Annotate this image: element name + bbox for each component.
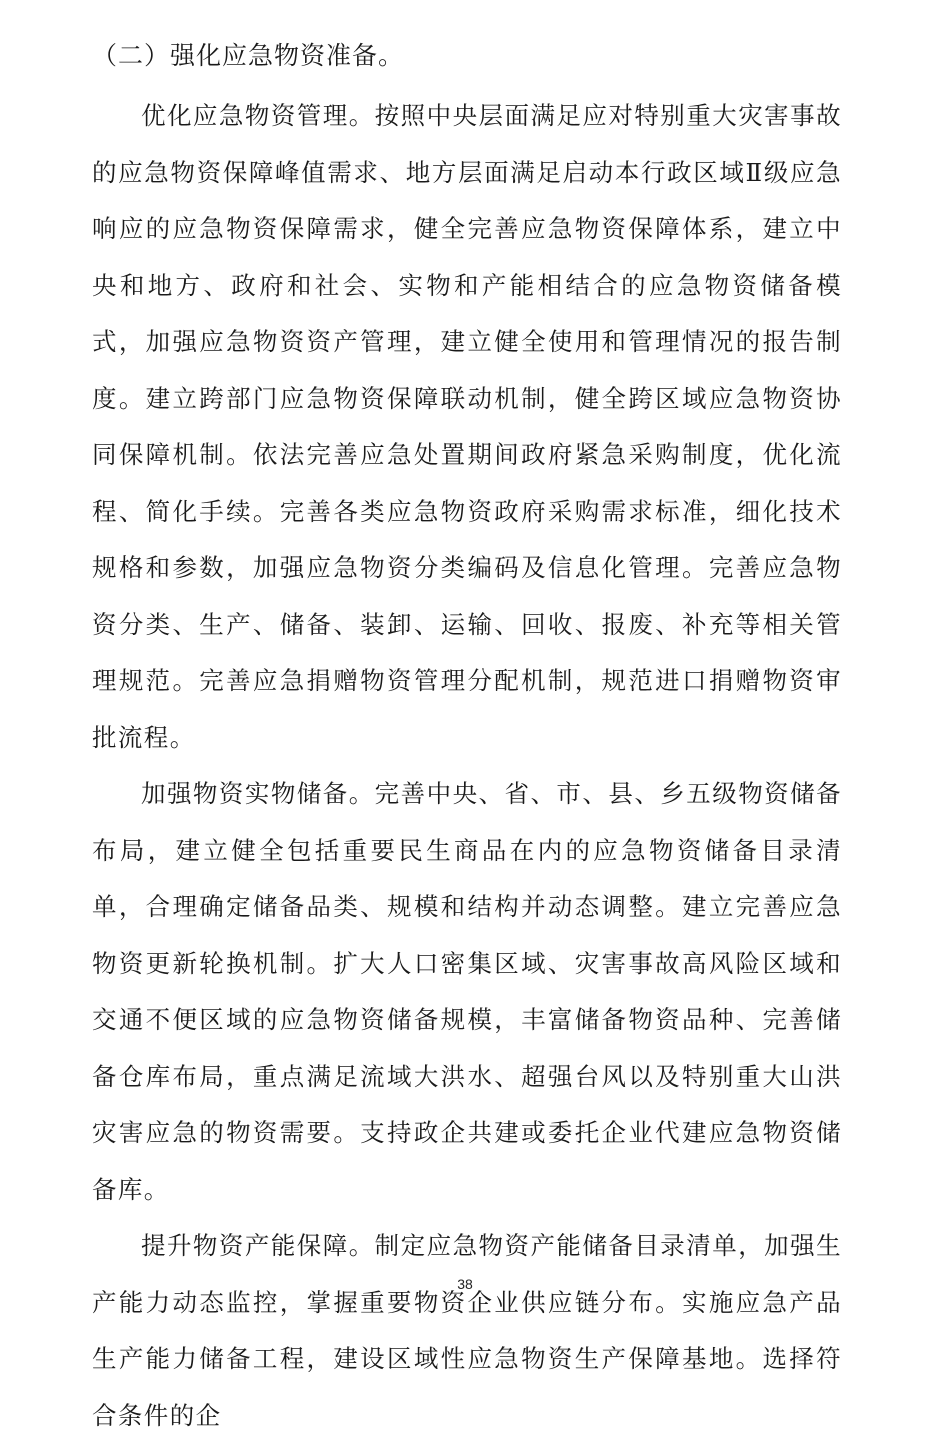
paragraph-physical-reserves: 加强物资实物储备。完善中央、省、市、县、乡五级物资储备布局，建立健全包括重要民生商品在内的应急物资储备目录清单，合理确定储备品类、规模和结构并动态调整。建立完善应急物资更新轮换机制。扩大人口密集区域、灾害事故高风险区域和交通不便区域的应急物资储备规模，丰富储备物资品种、完善储备仓库布局，重点满足流域大洪水、超强台风以及特别重大山洪灾害应急的物资需要。支持政企共建或委托企业代建应急物资储备库。: [92, 779, 842, 1204]
paragraph-material-management: 优化应急物资管理。按照中央层面满足应对特别重大灾害事故的应急物资保障峰值需求、地方层面满足启动本行政区域Ⅱ级应急响应的应急物资保障需求，健全完善应急物资保障体系，建立中央和地方、政府和社会、实物和产能相结合的应急物资储备模式，加强应急物资资产管理，建立健全使用和管理情况的报告制度。建立跨部门应急物资保障联动机制，健全跨区域应急物资协同保障机制。依法完善应急处置期间政府紧急采购制度，优化流程、简化手续。完善各类应急物资政府采购需求标准，细化技术规格和参数，加强应急物资分类编码及信息化管理。完善应急物资分类、生产、储备、装卸、运输、回收、报废、补充等相关管理规范。完善应急捐赠物资管理分配机制，规范进口捐赠物资审批流程。: [92, 101, 842, 752]
section-heading: （二）强化应急物资准备。: [92, 41, 405, 70]
page-number: 38: [457, 1276, 473, 1292]
body-text: [92, 88, 842, 1444]
paragraph-capacity-guarantee: 提升物资产能保障。制定应急物资产能储备目录清单，加强生产能力动态监控，掌握重要物资企业供应链分布。实施应急产品生产能力储备工程，建设区域性应急物资生产保障基地。选择符合条件的企: [92, 1231, 842, 1430]
